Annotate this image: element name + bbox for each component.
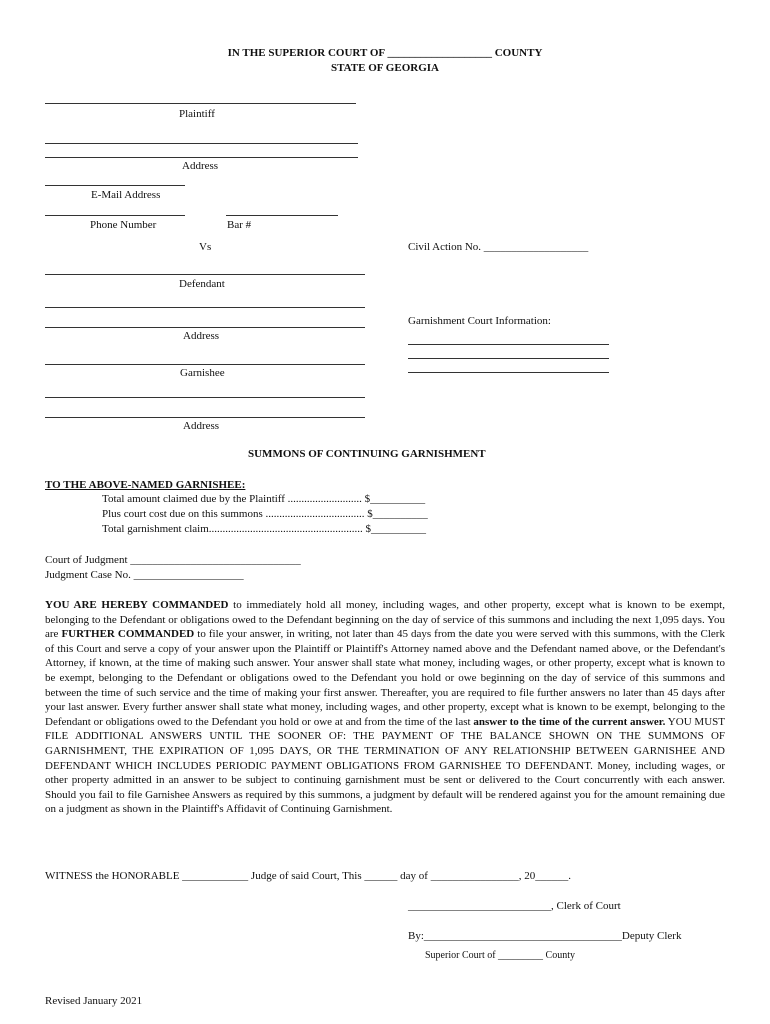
vs-label: Vs [199,241,212,253]
defendant-name-line[interactable] [45,274,365,275]
clerk-of-court-line[interactable]: __________________________, Clerk of Court [408,900,621,912]
email-line[interactable] [45,185,185,186]
body-part-b: to file your answer, in writing, not later than 45 days from the date you were served with this summons, with the Clerk of this Court and serve a copy of your answer upon the Plaintiff or Plaintiff's Attorney named above and the Defendant named above, or the Defendant's Attorney, if known, at the time of making such answer. Your answer shall state what money, including wages, or other property, except what is known to be exempt, belonging to the Defendant or obligations owed to the Defendant you hold or owe beginning on the day of service of this summons and between the time of such service and the time of making your first answer. Thereafter, you are required to file further answers no later than 45 days after your last answer. Every further answer shall state what money, including wages, and other property, except what is known to be exempt, belonging to the Defendant or obligations owed to the Defendant you hold or owe at and from the time of the last [45,628,725,728]
defendant-label: Defendant [179,278,225,290]
summons-title: SUMMONS OF CONTINUING GARNISHMENT [248,448,486,460]
defendant-address-line-2[interactable] [45,327,365,328]
bar-number-line[interactable] [226,215,338,216]
current-answer-phrase: answer to the time of the current answer. [473,715,666,728]
amount-claimed[interactable]: Total amount claimed due by the Plaintiff ........................... $__________ [102,493,426,505]
bar-label: Bar # [227,219,252,231]
garnishee-address-label: Address [183,420,220,432]
garnishment-court-label: Garnishment Court Information: [408,315,551,327]
garnishee-address-line-2[interactable] [45,417,365,418]
plaintiff-label: Plaintiff [179,108,215,120]
total-garnishment-claim[interactable]: Total garnishment claim........................................................ $__________ [102,523,427,535]
phone-line[interactable] [45,215,185,216]
garnishment-court-line-2[interactable] [408,358,609,359]
phone-label: Phone Number [90,219,157,231]
plaintiff-name-line[interactable] [45,103,356,104]
court-line: IN THE SUPERIOR COURT OF ___________________ COUNTY [227,47,543,59]
plaintiff-address-label: Address [182,160,219,172]
defendant-address-label: Address [183,330,220,342]
court-cost[interactable]: Plus court cost due on this summons .................................... $__________ [102,508,428,520]
further-commanded-phrase: FURTHER COMMANDED [61,628,195,641]
summons-paragraph [45,598,725,817]
superior-court-county-line[interactable]: Superior Court of _________ County [425,950,575,961]
state-line: STATE OF GEORGIA [331,62,439,74]
commanded-phrase: YOU ARE HEREBY COMMANDED [45,599,229,611]
judgment-case-number[interactable]: Judgment Case No. ____________________ [45,569,244,581]
revision-date: Revised January 2021 [45,995,143,1007]
plaintiff-address-line-1[interactable] [45,143,358,144]
defendant-address-line-1[interactable] [45,307,365,308]
garnishment-court-line-3[interactable] [408,372,609,373]
garnishee-label: Garnishee [180,367,225,379]
civil-action-number[interactable]: Civil Action No. ___________________ [408,241,589,253]
garnishee-address-line-1[interactable] [45,397,365,398]
body-part-d: Money, including wages, or other property admitted in an answer to be subject to continuing garnishment must be sent or delivered to the Court concurrently with each answer. Should you fail to file Garnishee Answers as required by this summons, a judgment by default will be rendered against you for the amount remaining due on a judgment as shown in the Plaintiff's Affidavit of Continuing Garnishment. [45,759,725,816]
garnishee-name-line[interactable] [45,364,365,365]
plaintiff-address-line-2[interactable] [45,157,358,158]
to-garnishee-heading: TO THE ABOVE-NAMED GARNISHEE: [45,479,246,491]
witness-line[interactable]: WITNESS the HONORABLE ____________ Judge of said Court, This ______ day of ________________, 20______. [45,870,571,882]
body-part-c: YOU MUST FILE ADDITIONAL ANSWERS UNTIL THE SOONER OF: THE PAYMENT OF THE BALANCE SHOWN ON THE SUMMONS OF GARNISHMENT, THE EXPIRATION OF 1,095 DAYS, OR THE TERMINATION OF ANY RELATIONSHIP BETWEEN GARNISHEE AND DEFENDANT WHICH INCLUDES PERIODIC PAYMENT OBLIGATIONS FROM GARNISHEE TO DEFENDANT. [45,715,725,772]
body-part-a: to immediately hold all money, including wages, and other property, except what is known to be exempt, belonging to the Defendant or obligations owed to the Defendant beginning on the day of service of this summons and including the next 1,095 days. You are [45,599,725,641]
email-label: E-Mail Address [91,189,161,201]
court-of-judgment[interactable]: Court of Judgment _______________________________ [45,554,301,566]
deputy-clerk-line[interactable]: By:____________________________________Deputy Clerk [408,930,682,942]
court-header [0,46,770,76]
garnishment-court-line-1[interactable] [408,344,609,345]
summons-body [45,598,725,817]
